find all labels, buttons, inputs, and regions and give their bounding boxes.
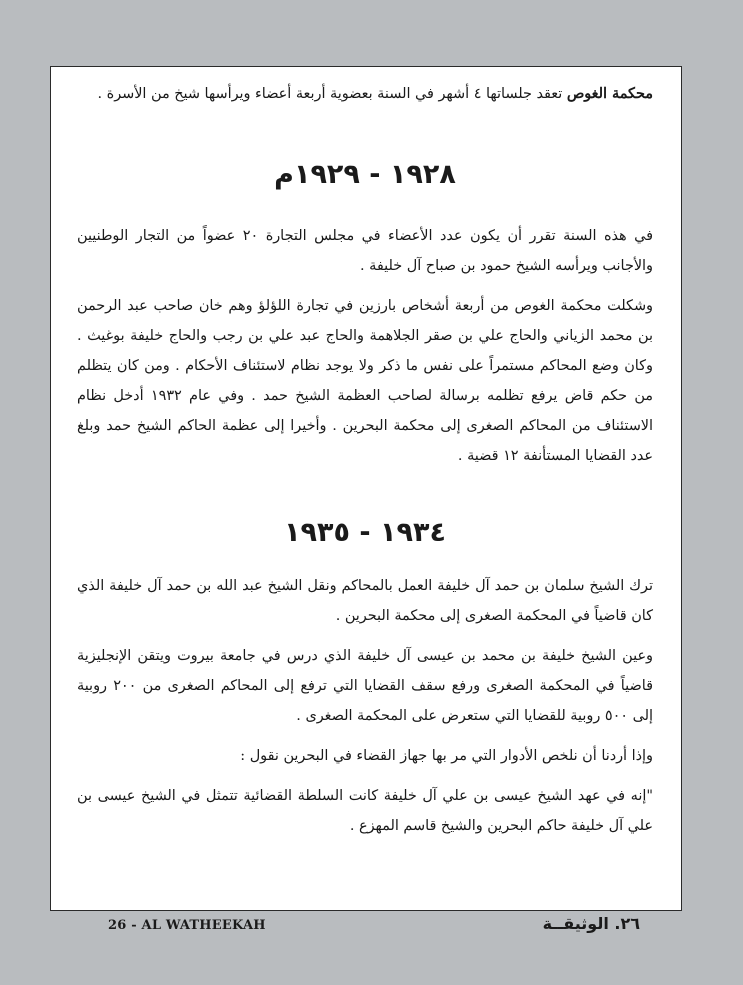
page-frame (50, 66, 682, 911)
page-content (51, 67, 681, 841)
footer-arabic-page: ٢٦. الوثيقــة (542, 914, 640, 933)
page-footer (50, 914, 682, 944)
section2-paragraph-1: ترك الشيخ سلمان بن حمد آل خليفة العمل بالمحاكم ونقل الشيخ عبد الله بن حمد آل خليفة الذي كان قاضياً في المحكمة الصغرى إلى محكمة البحرين . (77, 578, 653, 624)
section-heading-1928: ١٩٢٨ - ١٩٢٩م (274, 159, 456, 190)
section1-paragraph-2: وشكلت محكمة الغوص من أربعة أشخاص بارزين في تجارة اللؤلؤ وهم خان صاحب عبد الرحمن بن محمد الزياني والحاج علي بن صقر الجلاهمة والحاج عبد علي بن رجب والحاج خليفة بوغيث . وكان وضع المحاكم مستمراً على نفس ما ذكر ولا يوجد نظام لاستئناف الأحكام . ومن كان يتظلم من حكم قاض يرفع تظلمه برسالة لصاحب العظمة الشيخ حمد . وفي عام ١٩٣٢ أدخل نظام الاستئناف من المحاكم الصغرى إلى محكمة البحرين . وأخيرا إلى عظمة الحاكم الشيخ حمد وبلغ عدد القضايا المستأنفة ١٢ قضية . (77, 298, 653, 464)
section-heading-1934: ١٩٣٤ - ١٩٣٥ (284, 517, 446, 548)
section2-paragraph-2: وعين الشيخ خليفة بن محمد بن عيسى آل خليفة الذي درس في جامعة بيروت ويتقن الإنجليزية قاضياً في المحكمة الصغرى ورفع سقف القضايا التي ترفع إلى المحاكم الصغرى من ٢٠٠ روبية إلى ٥٠٠ روبية للقضايا التي ستعرض على المحكمة الصغرى . (77, 648, 653, 724)
section1-paragraph-1: في هذه السنة تقرر أن يكون عدد الأعضاء في مجلس التجارة ٢٠ عضواً من التجار الوطنيين والأجانب ويرأسه الشيخ حمود بن صباح آل خليفة . (77, 228, 653, 274)
intro-paragraph (77, 79, 653, 109)
section2-paragraph-3: وإذا أردنا أن نلخص الأدوار التي مر بها جهاز القضاء في البحرين نقول : (240, 748, 653, 764)
intro-text: تعقد جلساتها ٤ أشهر في السنة بعضوية أربعة أعضاء ويرأسها شيخ من الأسرة . (97, 86, 567, 102)
section2-paragraph-4: "إنه في عهد الشيخ عيسى بن علي آل خليفة كانت السلطة القضائية تتمثل في الشيخ عيسى بن علي آل خليفة حاكم البحرين والشيخ قاسم المهزع . (77, 788, 653, 834)
intro-lead: محكمة الغوص (566, 85, 653, 102)
footer-english-page: 26 - AL WATHEEKAH (108, 918, 266, 933)
